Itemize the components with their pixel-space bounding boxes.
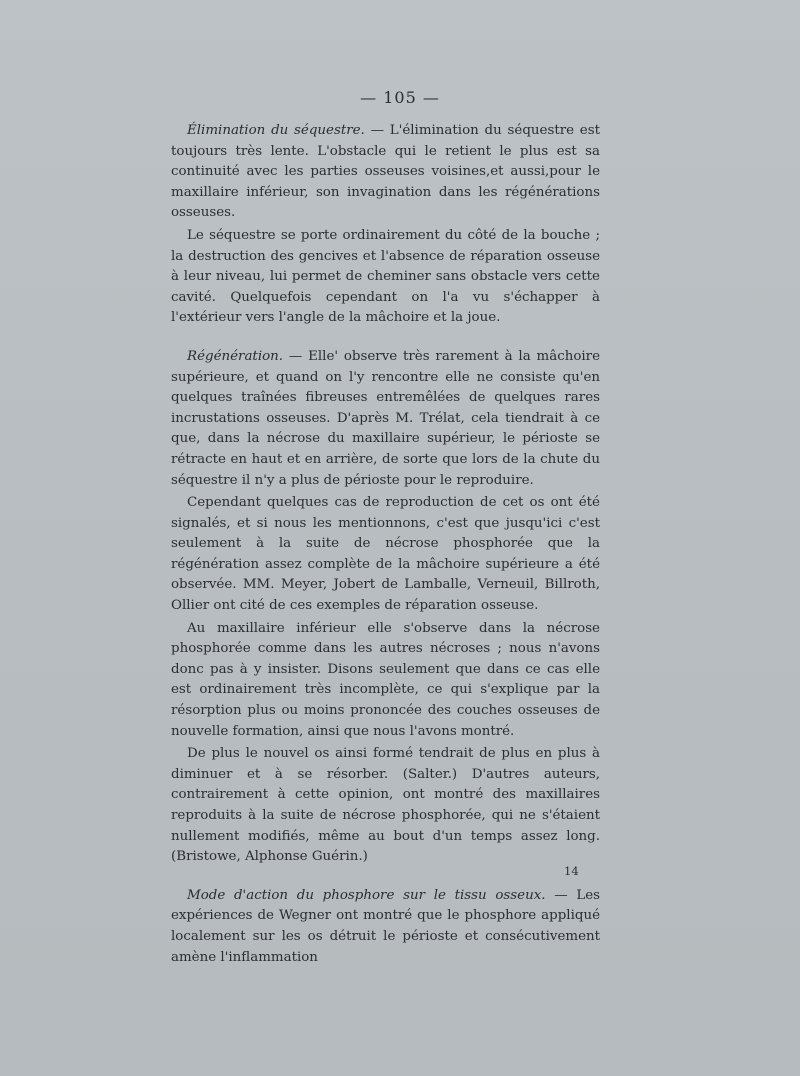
paragraph-nouvel-os — [171, 744, 600, 868]
paragraph-text: — Elle' observe très rarement à la mâchoire supérieure, et quand on l'y rencontre elle ne consiste qu'en quelques traînées fibreuses entremêlées de quelques rares incrustations osseuses. D'après M. Trélat, cela tiendrait à ce que, dans la nécrose du maxillaire supérieur, le périoste se rétracte en haut et en arrière, de sorte que lors de la chute du séquestre il n'y a plus de périoste pour le reproduire. — [171, 348, 600, 488]
body-text — [171, 121, 600, 970]
paragraph-text: — L'élimination du séquestre est toujours très lente. L'obstacle qui le retient le plus est sa continuité avec les parties osseuses voisines,et aussi,pour le maxillaire inférieur, son invagination dans les régénérations osseuses. — [171, 123, 600, 221]
paragraph-text: Cependant quelques cas de reproduction de cet os ont été signalés, et si nous les mentionnons, c'est que jusqu'ici c'est seulement à la suite de nécrose phosphorée que la régénération assez complète de la mâchoire supérieure a été observée. MM. Meyer, Jobert de Lamballe, Verneuil, Billroth, Ollier ont cité de ces exemples de réparation osseuse. — [171, 495, 600, 614]
section-heading-regeneration: Régénération. — [187, 348, 284, 364]
paragraph-mode-action — [171, 886, 600, 968]
paragraph-reproduction — [171, 493, 600, 617]
paragraph-elimination — [171, 121, 600, 224]
paragraph-text: De plus le nouvel os ainsi formé tendrait de plus en plus à diminuer et à se résorber. (Salter.) D'autres auteurs, contrairement à cette opinion, ont montré des maxillaires reproduits à la suite de nécrose phosphorée, qui ne s'étaient nullement modifiés, même au bout d'un temps assez long. (Bristowe, Alphonse Guérin.) — [171, 746, 600, 865]
paragraph-text: Le séquestre se porte ordinairement du côté de la bouche ; la destruction des gencives et l'absence de réparation osseuse à leur niveau, lui permet de cheminer sans obstacle vers cette cavité. Quelquefois cependant on l'a vu s'échapper à l'extérieur vers l'angle de la mâchoire et la joue. — [171, 227, 600, 326]
paragraph-maxillaire-inferieur — [171, 619, 600, 743]
paragraph-text: Au maxillaire inférieur elle s'observe dans la nécrose phosphorée comme dans les autres nécroses ; nous n'avons donc pas à y insister. Disons seulement que dans ce cas elle est ordinairement très incomplète, ce qui s'explique par la résorption plus ou moins prononcée des couches osseuses de nouvelle formation, ainsi que nous l'avons montré. — [171, 620, 600, 739]
signature-mark: 14 — [564, 864, 579, 878]
section-heading-elimination: Élimination du séquestre. — [187, 123, 365, 138]
paragraph-regeneration — [171, 347, 600, 491]
paragraph-sequestre — [171, 226, 600, 329]
page-number: — 105 — — [360, 88, 440, 107]
section-heading-mode-action: Mode d'action du phosphore sur le tissu osseux. — [187, 887, 546, 903]
paragraph-text: — Les expériences de Wegner ont montré que le phosphore appliqué localement sur les os détruit le périoste et consécutivement amène l'inflammation — [171, 887, 601, 965]
